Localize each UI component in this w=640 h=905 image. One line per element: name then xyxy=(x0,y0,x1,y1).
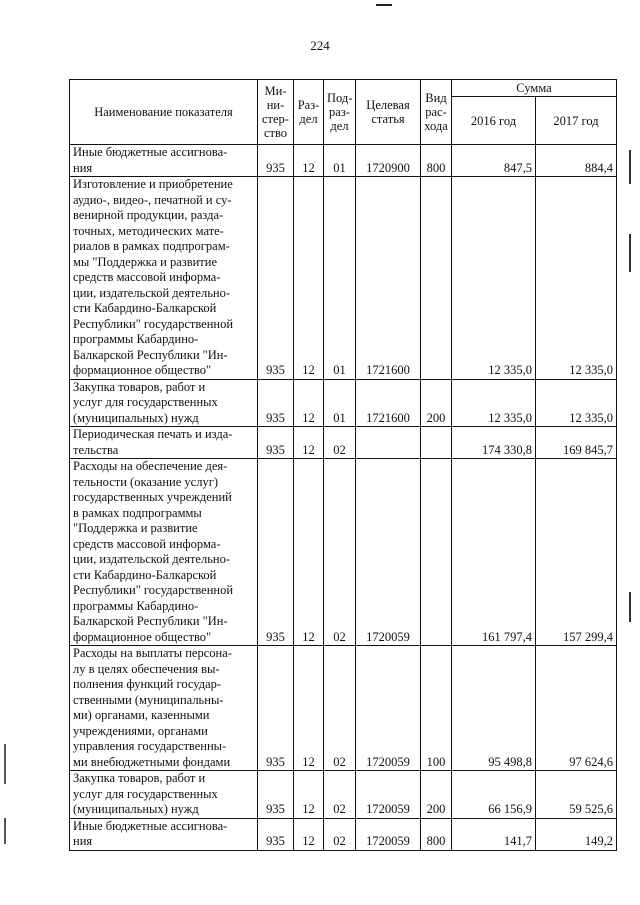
row-name: Иные бюджетные ассигнова- ния xyxy=(70,145,258,177)
scan-edge-mark xyxy=(629,150,631,184)
row-target-article: 1720059 xyxy=(356,818,421,850)
row-section-code: 12 xyxy=(294,771,324,819)
row-target-article: 1720059 xyxy=(356,646,421,771)
row-name: Иные бюджетные ассигнова- ния xyxy=(70,818,258,850)
table-body xyxy=(70,145,617,851)
row-name: Изготовление и приобретение аудио-, видео-, печатной и су- венирной продукции, разда- точных, методических мате- риалов в рамках подпрограм- мы "Поддержка и развитие средств массовой информа- ции, издательской деятельно- сти Кабардино-Балкарской Республики" государственной программы Кабардино- Балкарской Республики "Ин- формационное общество" xyxy=(70,177,258,380)
row-section-code: 12 xyxy=(294,145,324,177)
row-target-article: 1720059 xyxy=(356,771,421,819)
row-expense-type: 200 xyxy=(421,771,452,819)
row-sum-2017: 97 624,6 xyxy=(536,646,617,771)
row-subsection-code: 02 xyxy=(324,427,356,459)
row-ministry-code: 935 xyxy=(258,177,294,380)
header-year-2016: 2016 год xyxy=(452,97,536,145)
row-ministry-code: 935 xyxy=(258,818,294,850)
table-header xyxy=(70,80,617,145)
table-row xyxy=(70,459,617,646)
row-subsection-code: 02 xyxy=(324,459,356,646)
scan-edge-mark xyxy=(4,744,6,784)
row-section-code: 12 xyxy=(294,646,324,771)
row-sum-2016: 161 797,4 xyxy=(452,459,536,646)
scan-mark xyxy=(376,4,392,6)
row-ministry-code: 935 xyxy=(258,771,294,819)
row-ministry-code: 935 xyxy=(258,427,294,459)
row-target-article: 1720059 xyxy=(356,459,421,646)
row-sum-2016: 12 335,0 xyxy=(452,379,536,427)
row-target-article: 1720900 xyxy=(356,145,421,177)
header-year-2017: 2017 год xyxy=(536,97,617,145)
row-sum-2016: 141,7 xyxy=(452,818,536,850)
table-row xyxy=(70,646,617,771)
row-subsection-code: 02 xyxy=(324,646,356,771)
row-subsection-code: 01 xyxy=(324,177,356,380)
row-expense-type xyxy=(421,427,452,459)
row-subsection-code: 01 xyxy=(324,379,356,427)
table-row xyxy=(70,427,617,459)
table-row xyxy=(70,379,617,427)
row-section-code: 12 xyxy=(294,818,324,850)
row-sum-2017: 149,2 xyxy=(536,818,617,850)
row-name: Расходы на обеспечение дея- тельности (оказание услуг) государственных учреждений в рамках подпрограммы "Поддержка и развитие средств массовой информа- ции, издательской деятельно- сти Кабардино-Балкарской Республики" государственной программы Кабардино- Балкарской Республики "Ин- формационное общество" xyxy=(70,459,258,646)
row-name: Закупка товаров, работ и услуг для государственных (муниципальных) нужд xyxy=(70,379,258,427)
scan-edge-mark xyxy=(4,818,6,844)
row-section-code: 12 xyxy=(294,379,324,427)
row-target-article xyxy=(356,427,421,459)
row-sum-2017: 12 335,0 xyxy=(536,379,617,427)
header-type: Вид рас- хода xyxy=(421,80,452,145)
row-subsection-code: 02 xyxy=(324,771,356,819)
row-target-article: 1721600 xyxy=(356,177,421,380)
row-expense-type xyxy=(421,177,452,380)
row-name: Периодическая печать и изда- тельства xyxy=(70,427,258,459)
row-sum-2017: 157 299,4 xyxy=(536,459,617,646)
row-sum-2016: 95 498,8 xyxy=(452,646,536,771)
row-sum-2017: 12 335,0 xyxy=(536,177,617,380)
scan-edge-mark xyxy=(629,234,631,272)
table-row xyxy=(70,771,617,819)
row-expense-type: 800 xyxy=(421,818,452,850)
page-number: 224 xyxy=(310,38,330,53)
row-subsection-code: 01 xyxy=(324,145,356,177)
row-ministry-code: 935 xyxy=(258,145,294,177)
row-sum-2017: 59 525,6 xyxy=(536,771,617,819)
row-name: Закупка товаров, работ и услуг для государственных (муниципальных) нужд xyxy=(70,771,258,819)
row-target-article: 1721600 xyxy=(356,379,421,427)
header-subsection: Под- раз- дел xyxy=(324,80,356,145)
table-row xyxy=(70,145,617,177)
row-name: Расходы на выплаты персона- лу в целях обеспечения вы- полнения функций государ- ственными (муниципальны- ми) органами, казенными учреждениями, органами управления государственны- ми внебюджетными фондами xyxy=(70,646,258,771)
row-section-code: 12 xyxy=(294,427,324,459)
row-sum-2016: 847,5 xyxy=(452,145,536,177)
row-expense-type: 800 xyxy=(421,145,452,177)
row-ministry-code: 935 xyxy=(258,379,294,427)
header-sum: Сумма xyxy=(452,80,617,97)
row-ministry-code: 935 xyxy=(258,459,294,646)
header-ministry: Ми- ни- стер- ство xyxy=(258,80,294,145)
row-sum-2017: 169 845,7 xyxy=(536,427,617,459)
table-row xyxy=(70,818,617,850)
budget-table xyxy=(69,79,617,851)
row-sum-2016: 174 330,8 xyxy=(452,427,536,459)
row-expense-type xyxy=(421,459,452,646)
row-expense-type: 200 xyxy=(421,379,452,427)
header-target: Целевая статья xyxy=(356,80,421,145)
row-expense-type: 100 xyxy=(421,646,452,771)
table-row xyxy=(70,177,617,380)
row-sum-2016: 66 156,9 xyxy=(452,771,536,819)
row-subsection-code: 02 xyxy=(324,818,356,850)
row-ministry-code: 935 xyxy=(258,646,294,771)
scan-edge-mark xyxy=(629,592,631,622)
header-name: Наименование показателя xyxy=(70,80,258,145)
row-sum-2016: 12 335,0 xyxy=(452,177,536,380)
header-section: Раз- дел xyxy=(294,80,324,145)
row-section-code: 12 xyxy=(294,459,324,646)
row-section-code: 12 xyxy=(294,177,324,380)
row-sum-2017: 884,4 xyxy=(536,145,617,177)
